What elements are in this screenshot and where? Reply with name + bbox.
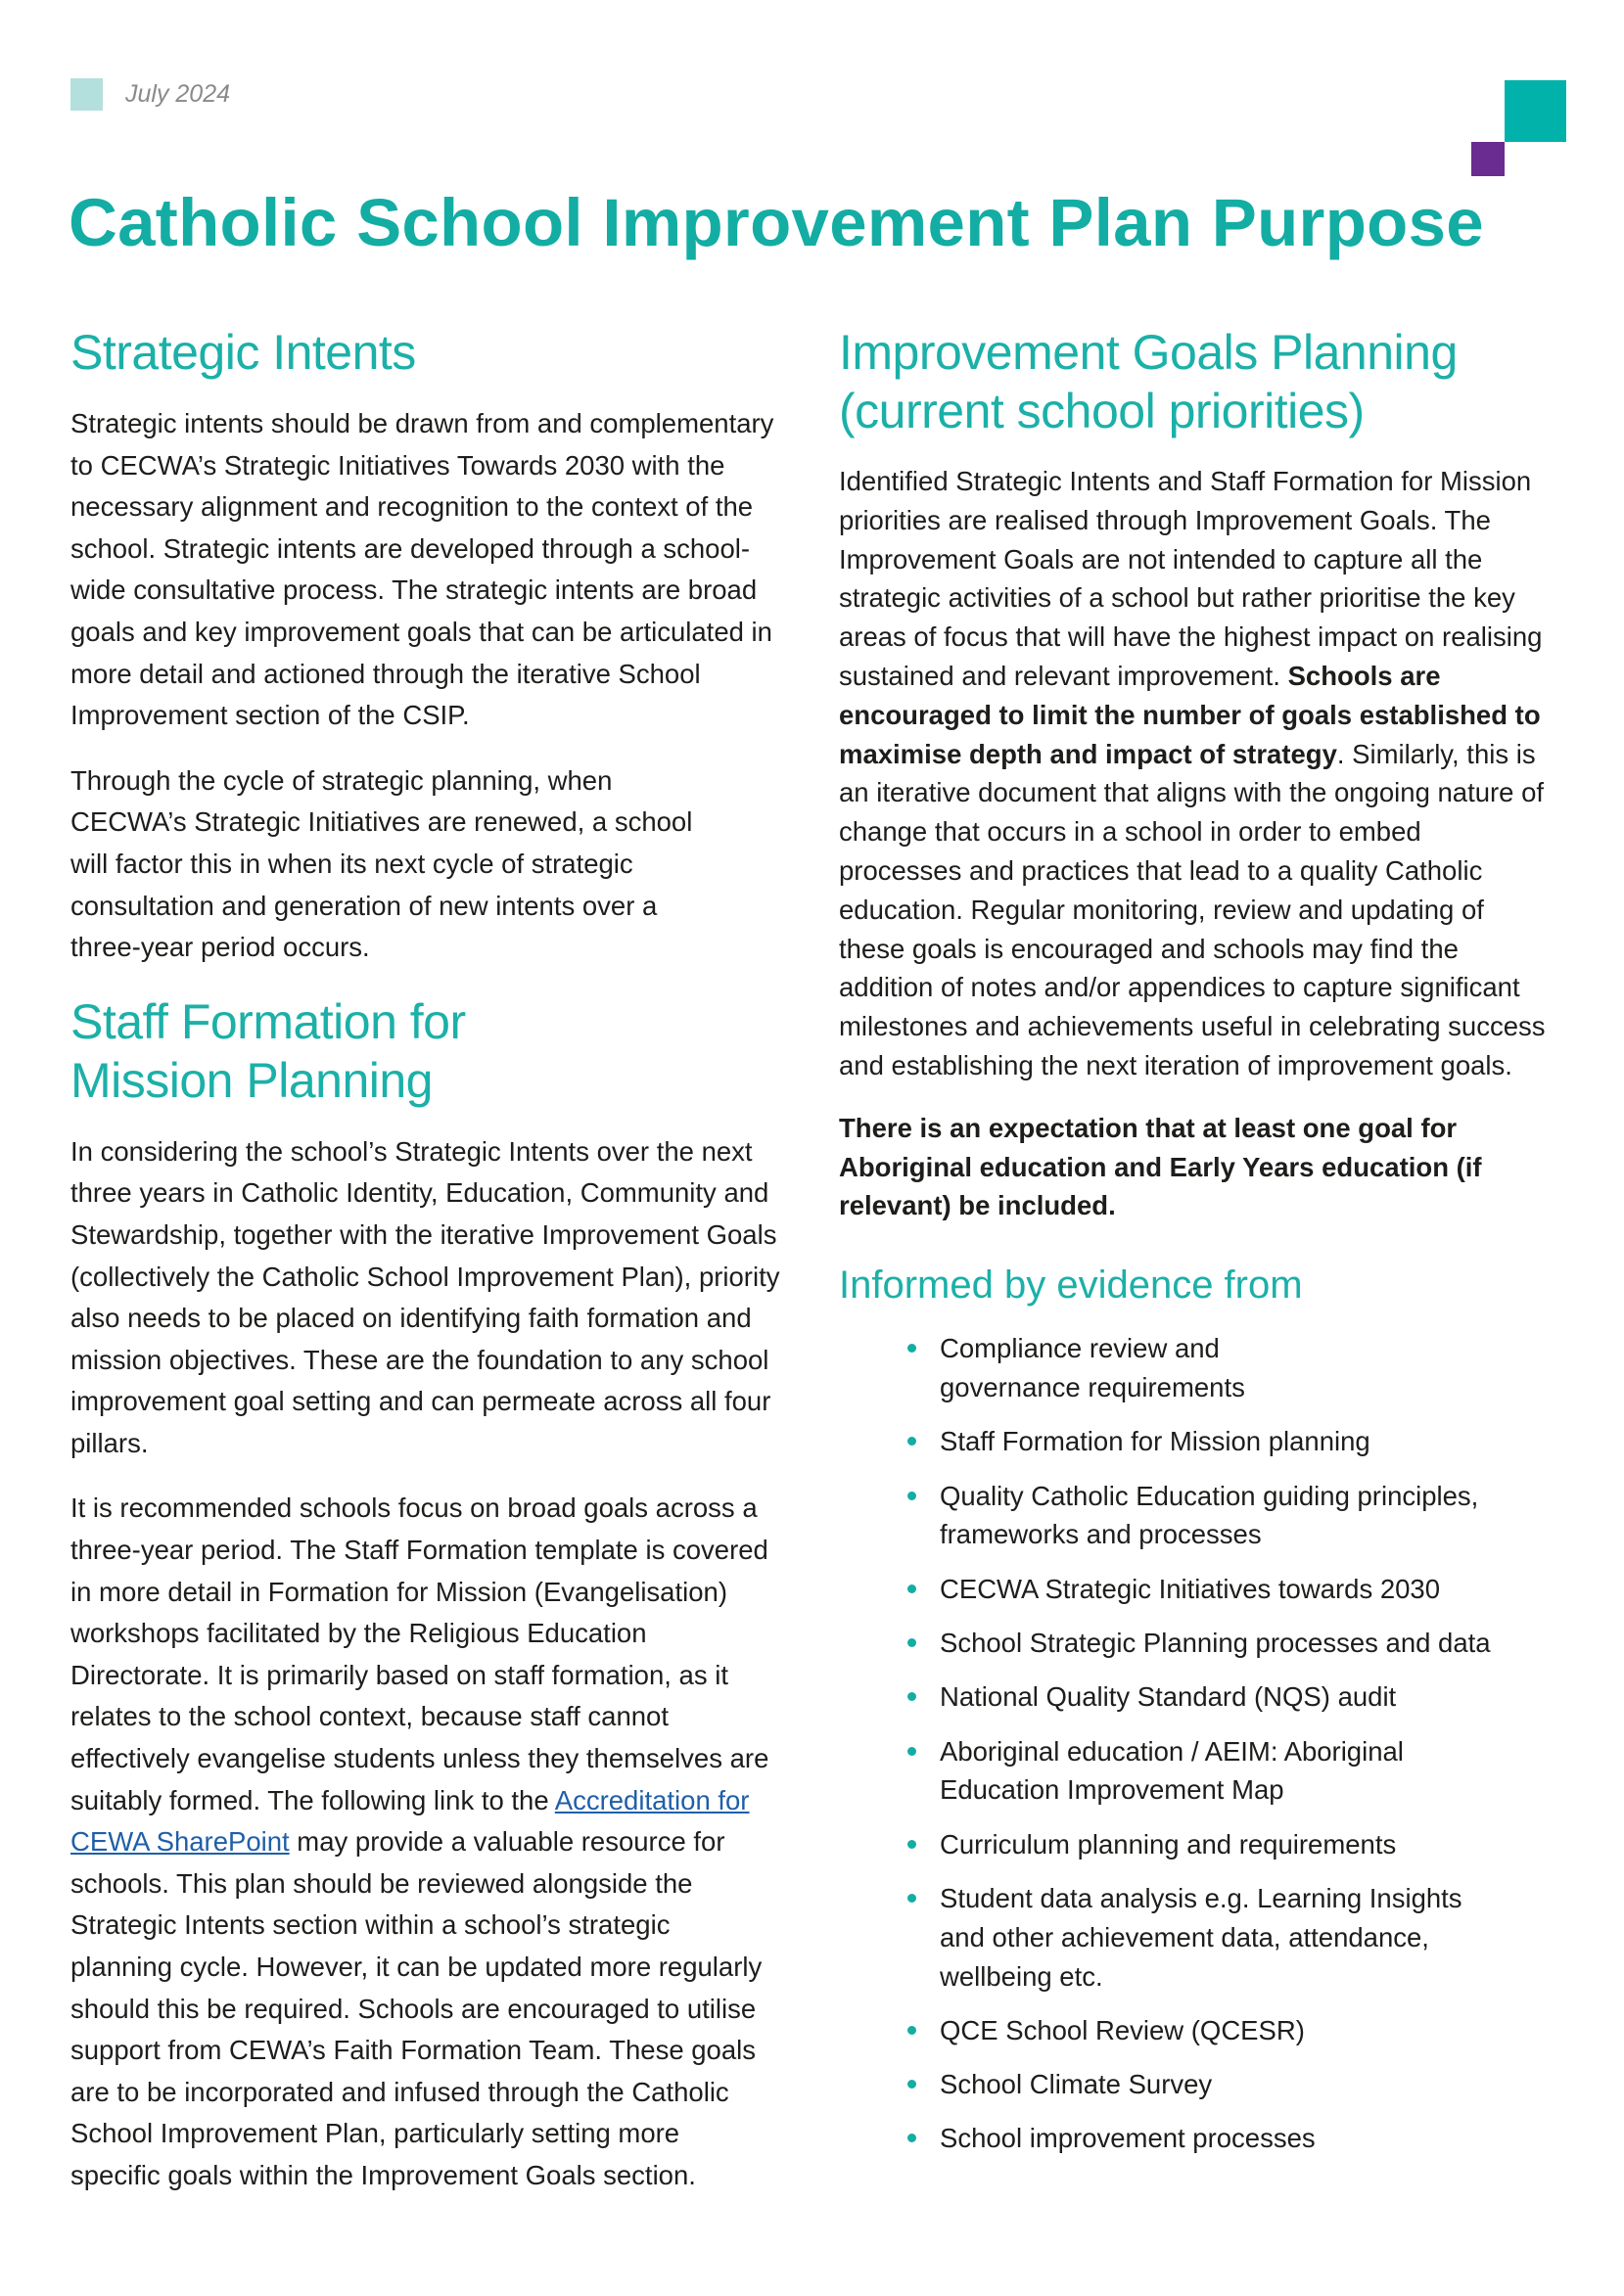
text: Identified Strategic Intents and Staff Formation for Mission priorities are realised through Improvement Goals. The Improvement Goals are not intended to capture all the strategic activities of a school but rather prioritise the key areas of focus that will have the highest impact on realising sustained and relevant improvement. [839, 466, 1543, 691]
accreditation-sharepoint-link[interactable]: Accreditation for CEWA SharePoint [70, 1784, 750, 1858]
text: may provide a valuable resource for schools. This plan should be reviewed alongside the Strategic Intents section within a school’s strategic planning cycle. However, it can be updated more regularly should this be required. Schools are encouraged to utilise support from CEWA’s Faith Formation Team. These goals are to be incorporated and infused through the Catholic School Improvement Plan, particularly setting more specific goals within the Improvement Goals section. [70, 1826, 763, 2190]
staff-formation-paragraph-2 [70, 1488, 775, 2196]
date: July 2024 [125, 80, 231, 108]
list-item: Staff Formation for Mission planning [907, 1422, 1546, 1461]
evidence-list [839, 1329, 1546, 2158]
improvement-goals-paragraph-2 [839, 1109, 1485, 1225]
list-item: Aboriginal education / AEIM: Aboriginal Education Improvement Map [907, 1732, 1468, 1811]
evidence-heading: Informed by evidence from [839, 1263, 1303, 1308]
improvement-goals-heading: Improvement Goals Planning (current school priorities) [839, 325, 1458, 438]
list-item: School Strategic Planning processes and data [907, 1624, 1546, 1663]
text: . Similarly, this is an iterative document that aligns with the ongoing nature of change that occurs in a school in order to embed processes and practices that lead to a quality Catholic education. Regular monitoring, review and updating of these goals is encouraged and schools may find the addition of notes and/or appendices to capture significant milestones and achievements useful in celebrating success and establishing the next iteration of improvement goals. [839, 738, 1546, 1080]
text: It is recommended schools focus on broad goals across a three-year period. The Staff Formation template is covered in more detail in Formation for Mission (Evangelisation) workshops facilitated by the Religious Education Directorate. It is primarily based on staff formation, as it relates to the school context, because staff cannot effectively evangelise students unless they themselves are suitably formed. The following link to the [70, 1492, 769, 1815]
strategic-intents-heading: Strategic Intents [70, 325, 416, 380]
staff-formation-heading: Staff Formation for Mission Planning [70, 993, 466, 1108]
list-item: Quality Catholic Education guiding principles, frameworks and processes [907, 1477, 1546, 1555]
list-item: Curriculum planning and requirements [907, 1825, 1546, 1864]
page-title: Catholic School Improvement Plan Purpose [69, 185, 1484, 260]
emphasis-text: Schools are encouraged to limit the number of goals established to maximise depth and impact of strategy [839, 660, 1541, 769]
emphasis-text: There is an expectation that at least one goal for Aboriginal education and Early Years education (if relevant) be included. [839, 1112, 1482, 1221]
list-item: Compliance review and governance requirements [907, 1329, 1273, 1407]
strategic-intents-paragraph-2: Through the cycle of strategic planning, when CECWA’s Strategic Initiatives are renewed, a school will factor this in when its next cycle of strategic consultation and generation of new intents over a three-year period occurs. [70, 764, 693, 963]
list-item: School Climate Survey [907, 2065, 1546, 2104]
date-marker [70, 78, 103, 111]
list-item: School improvement processes [907, 2119, 1546, 2158]
list-item: National Quality Standard (NQS) audit [907, 1677, 1546, 1717]
list-item: QCE School Review (QCESR) [907, 2011, 1546, 2050]
right-column [839, 323, 1546, 2174]
list-item: CECWA Strategic Initiatives towards 2030 [907, 1570, 1546, 1609]
strategic-intents-paragraph-1: Strategic intents should be drawn from and complementary to CECWA’s Strategic Initiatives Towards 2030 with the necessary alignment and recognition to the context of the school. Strategic intents are developed through a school-wide consultative process. The strategic intents are broad goals and key improvement goals that can be articulated in more detail and actioned through the iterative School Improvement section of the CSIP. [70, 408, 774, 731]
corner-decoration-purple [1471, 142, 1505, 176]
improvement-goals-paragraph-1 [839, 462, 1546, 1085]
left-column [70, 323, 807, 2221]
staff-formation-paragraph-1: In considering the school’s Strategic Intents over the next three years in Catholic Identity, Education, Community and Stewardship, together with the iterative Improvement Goals (collectively the Catholic School Improvement Plan), priority also needs to be placed on identifying faith formation and mission objectives. These are the foundation to any school improvement goal setting and can permeate across all four pillars. [70, 1135, 780, 1458]
list-item: Student data analysis e.g. Learning Insights and other achievement data, attendance, wellbeing etc. [907, 1879, 1498, 1996]
corner-decoration-teal [1505, 80, 1566, 142]
